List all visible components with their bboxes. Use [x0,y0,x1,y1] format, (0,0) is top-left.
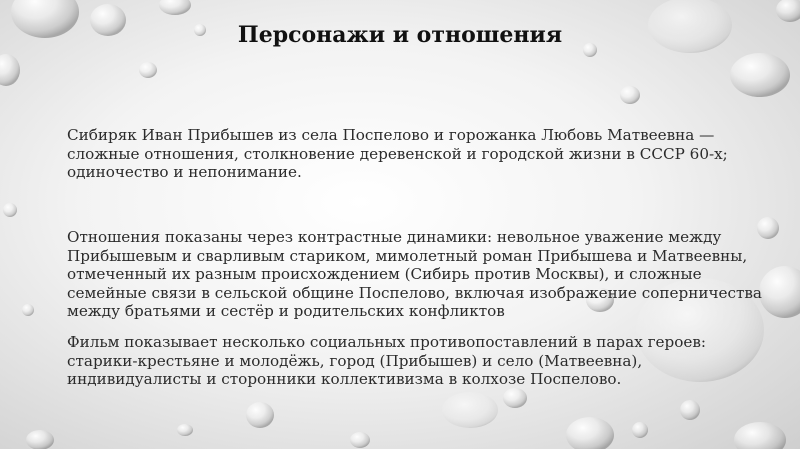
droplet [3,203,17,217]
droplet [246,402,274,428]
droplet [0,54,20,86]
droplet [22,304,34,316]
slide-title: Персонажи и отношения [237,22,563,48]
droplet [177,424,193,436]
droplet [566,417,614,449]
droplet [503,388,527,408]
droplet [26,430,54,449]
droplet [350,432,370,448]
droplet [730,53,790,97]
droplet [139,62,157,78]
droplet [442,392,498,428]
droplet [620,86,640,104]
droplet [159,0,191,15]
paragraph-relationships: Отношения показаны через контрастные динамики: невольное уважение между Прибышевым и сварливым стариком, мимолетный роман Прибышева и Матвеевны, отмеченный их разным происхождением (Сибирь против Москвы), и сложные семейные связи в сельской общине Поспелово, включая изображение соперничества между братьями и сестёр и родительских конфликтов [67,228,762,320]
paragraph-characters: Сибиряк Иван Прибышев из села Поспелово и горожанка Любовь Матвеевна — сложные отношения, столкновение деревенской и городской жизни в СССР 60-х; одиночество и непонимание. [67,126,728,181]
droplet [734,422,786,449]
paragraph-social-contrasts: Фильм показывает несколько социальных противопоставлений в парах героев: старики-крестьяне и молодёжь, город (Прибышев) и село (Матвеевна), индивидуалисты и сторонники коллективизма в колхозе Поспелово. [67,333,707,388]
droplet [680,400,700,420]
droplet [632,422,648,438]
droplet [776,0,800,22]
